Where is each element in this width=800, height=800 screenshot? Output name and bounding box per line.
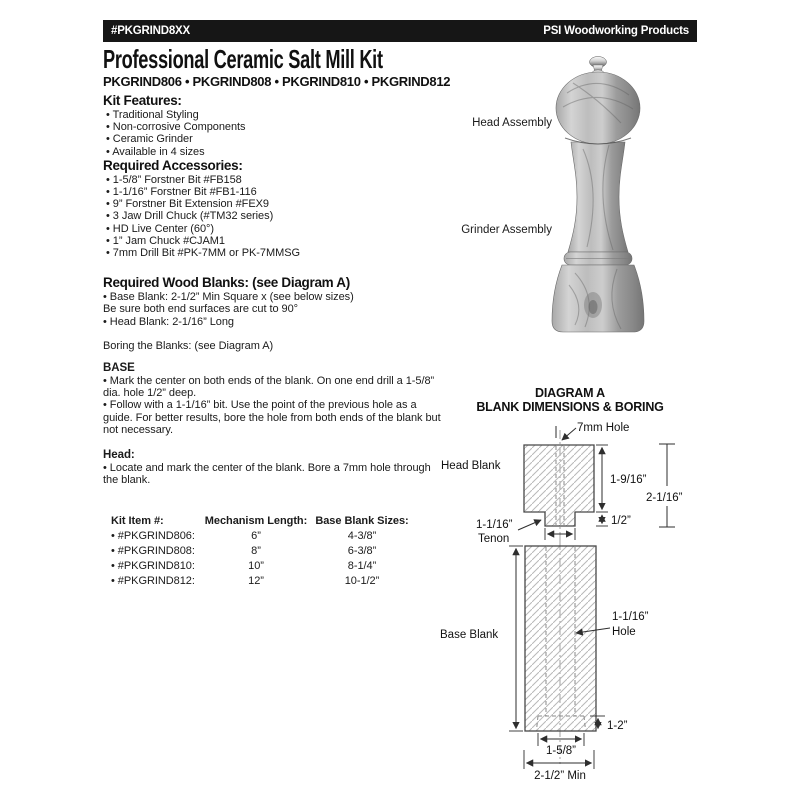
head-assembly-label: Head Assembly [472, 117, 552, 129]
wood-blanks-heading: Required Wood Blanks: (see Diagram A) [103, 275, 350, 291]
wood-blank-line: Be sure both end surfaces are cut to 90° [103, 303, 299, 316]
hole-dim-label: 1-1/16” [612, 611, 649, 623]
left-column [103, 93, 441, 587]
base-heading: BASE [103, 362, 135, 375]
dim-2-1-16-label: 2-1/16” [646, 492, 683, 504]
feature-item: • Available in 4 sizes [106, 145, 205, 158]
table-cell: 4-3/8” [347, 530, 377, 543]
table-cell: 8” [251, 545, 261, 558]
dim-1-5-8-label: 1-5/8” [545, 745, 577, 757]
head-blank-shape [524, 445, 594, 526]
accessory-item: • 1-1/16” Forstner Bit #FB1-116 [106, 186, 257, 199]
table-cell: • #PKGRIND812: [111, 574, 195, 587]
dim-recess-label: 1-2” [607, 720, 628, 732]
product-codes: PKGRIND806 • PKGRIND808 • PKGRIND810 • PKGRIND812 [103, 74, 451, 89]
base-instruction-2: • Follow with a 1-1/16” bit. Use the point of the previous hole as a guide. For better results, bore the hole from both ends of the blank but not necessary. [103, 399, 441, 436]
table-cell: • #PKGRIND806: [111, 530, 195, 543]
feature-item: • Ceramic Grinder [106, 133, 193, 146]
accessory-item: • 1” Jam Chuck #CJAM1 [106, 234, 225, 247]
head-instruction-1: • Locate and mark the center of the blank. Bore a 7mm hole through the blank. [103, 462, 431, 487]
dim-2-1-2-min-label: 2-1/2” Min [534, 770, 586, 782]
header-bar [103, 20, 697, 42]
accessory-item: • 7mm Drill Bit #PK-7MM or PK-7MMSG [106, 247, 301, 260]
kit-features-list [103, 109, 441, 158]
required-accessories-list [103, 174, 441, 259]
table-cell: 10-1/2” [344, 574, 380, 587]
feature-item: • Non-corrosive Components [106, 121, 246, 134]
head-dome [556, 72, 640, 144]
hole-word-label: Hole [612, 626, 636, 638]
header-sku-label: #PKGRIND8XX [111, 25, 190, 37]
accessory-item: • HD Live Center (60°) [106, 222, 215, 235]
header-brand-label: PSI Woodworking Products [543, 25, 689, 37]
accessory-item: • 3 Jaw Drill Chuck (#TM32 series) [106, 210, 274, 223]
dim-1-2-tenon-label: 1/2” [611, 515, 631, 527]
page-title: Professional Ceramic Salt Mill Kit [103, 44, 383, 74]
tenon-dim-label: 1-1/16” [476, 519, 513, 531]
wood-blank-line: • Base Blank: 2-1/2” Min Square x (see below sizes) [103, 291, 354, 304]
boring-note: Boring the Blanks: (see Diagram A) [103, 339, 274, 352]
grinder-assembly-label: Grinder Assembly [461, 224, 552, 236]
diagram-title: DIAGRAM A [535, 386, 605, 400]
diagram-subtitle: BLANK DIMENSIONS & BORING [476, 400, 664, 414]
table-cell: • #PKGRIND808: [111, 545, 195, 558]
col-header-base-blank-sizes: Base Blank Sizes: [315, 515, 409, 528]
required-accessories-heading: Required Accessories: [103, 157, 243, 173]
table-cell: 6-3/8” [347, 545, 377, 558]
size-table [111, 515, 441, 586]
diagram-a [430, 382, 720, 787]
base-instruction-1: • Mark the center on both ends of the blank. On one end drill a 1-5/8” dia. hole 1/2” deep. [103, 375, 435, 400]
table-cell: 12” [248, 574, 264, 587]
feature-item: • Traditional Styling [106, 109, 199, 121]
col-header-mechanism-length: Mechanism Length: [204, 515, 308, 528]
table-cell: 8-1/4” [347, 559, 377, 572]
head-heading: Head: [103, 449, 135, 462]
table-cell: 10” [248, 559, 264, 572]
wood-blanks-lines [103, 291, 441, 328]
base-blank-label: Base Blank [440, 629, 499, 641]
wood-blank-line: • Head Blank: 2-1/16” Long [103, 315, 234, 328]
dim-7mm-hole-label: 7mm Hole [577, 422, 630, 434]
accessory-item: • 1-5/8” Forstner Bit #FB158 [106, 173, 242, 186]
accessory-item: • 9” Forstner Bit Extension #FEX9 [106, 198, 269, 211]
base-blank-shape [525, 546, 596, 731]
grinder-body [568, 142, 628, 252]
table-cell: • #PKGRIND810: [111, 559, 195, 572]
kit-features-heading: Kit Features: [103, 93, 182, 108]
col-header-kit-item: Kit Item #: [111, 515, 164, 528]
dim-1-9-16-label: 1-9/16” [610, 474, 647, 486]
table-cell: 6” [251, 530, 261, 543]
tenon-word-label: Tenon [478, 533, 510, 545]
head-blank-label: Head Blank [441, 460, 501, 472]
salt-mill-photo [545, 55, 651, 337]
